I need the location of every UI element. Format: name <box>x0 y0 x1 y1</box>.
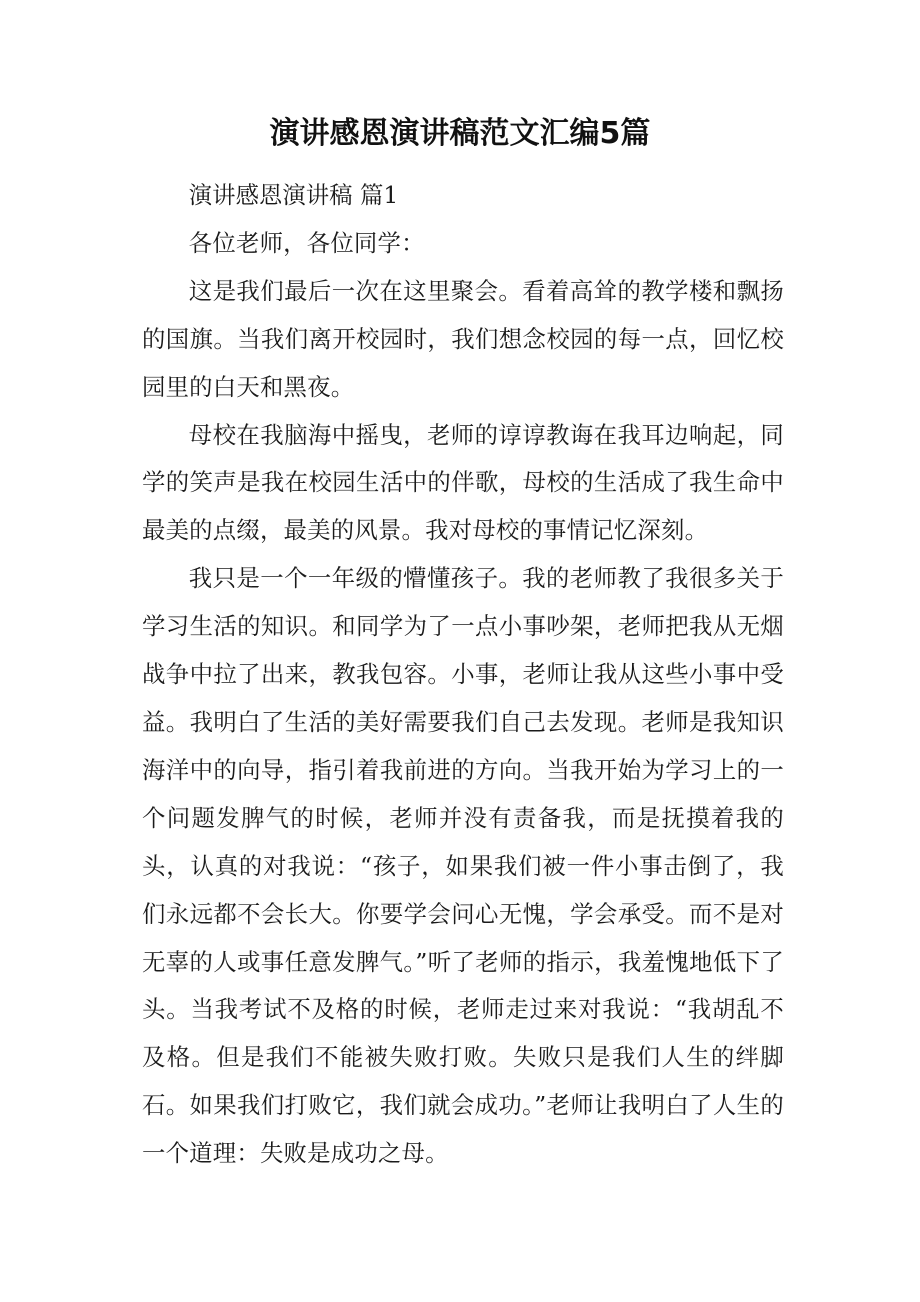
section-heading: 演讲感恩演讲稿 篇1 <box>188 181 399 209</box>
paragraph: 母校在我脑海中摇曳，老师的谆谆教诲在我耳边响起，同学的笑声是我在校园生活中的伴歌，母校的生活成了我生命中最美的点缀，最美的风景。我对母校的事情记忆深刻。 <box>142 420 784 545</box>
paragraph: 这是我们最后一次在这里聚会。看着高耸的教学楼和飘扬的国旗。当我们离开校园时，我们想念校园的每一点，回忆校园里的白天和黑夜。 <box>142 276 784 401</box>
greeting: 各位老师，各位同学： <box>188 228 425 257</box>
document-body <box>142 172 784 1178</box>
document-title: 演讲感恩演讲稿范文汇编5篇 <box>269 116 651 151</box>
paragraph: 我只是一个一年级的懵懂孩子。我的老师教了我很多关于学习生活的知识。和同学为了一点小事吵架，老师把我从无烟战争中拉了出来，教我包容。小事，老师让我从这些小事中受益。我明白了生活的美好需要我们自己去发现。老师是我知识海洋中的向导，指引着我前进的方向。当我开始为学习上的一个问题发脾气的时候，老师并没有责备我，而是抚摸着我的头，认真的对我说：“孩子，如果我们被一件小事击倒了，我们永远都不会长大。你要学会问心无愧，学会承受。而不是对无辜的人或事任意发脾气。”听了老师的指示，我羞愧地低下了头。当我考试不及格的时候，老师走过来对我说：“我胡乱不及格。但是我们不能被失败打败。失败只是我们人生的绊脚石。如果我们打败它，我们就会成功。”老师让我明白了人生的一个道理：失败是成功之母。 <box>142 564 784 1168</box>
